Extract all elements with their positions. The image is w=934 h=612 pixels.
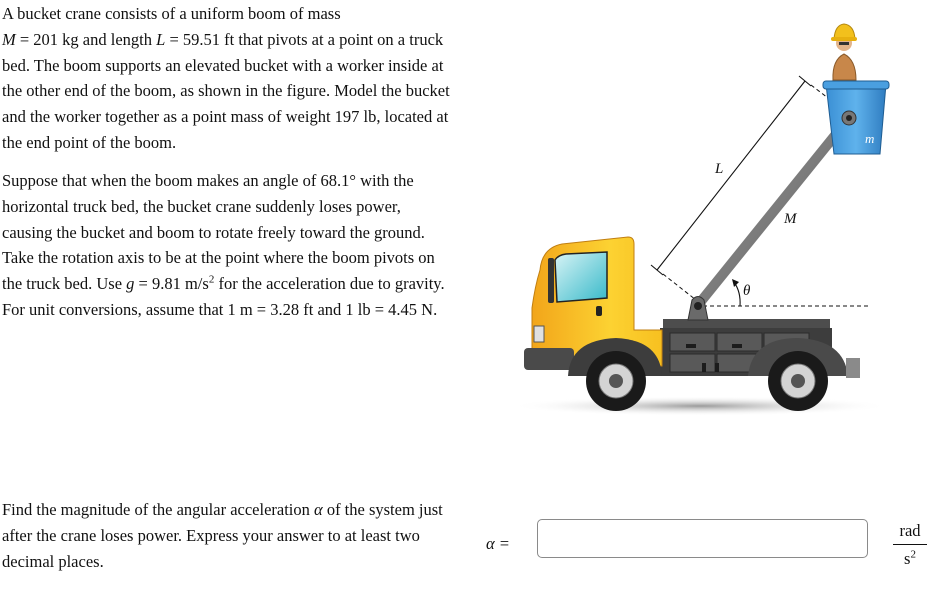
dimension-tick-bottom	[651, 265, 663, 275]
bucket-pivot-center	[846, 115, 852, 121]
dimension-extension-bottom	[663, 274, 696, 300]
var-M: M	[2, 29, 16, 49]
bed-compartment-1	[670, 333, 715, 351]
answer-label: α =	[486, 534, 510, 553]
angle-arrowhead	[732, 279, 739, 287]
problem-paragraph-1: A bucket crane consists of a uniform boom of mass M = 201 kg and length L = 59.51 ft that pivots at a point on a truck bed. The boom supports an elevated bucket with a worker inside at the other end of the boom, as shown in the figure. Model the bucket and the worker together as a point mass of weight 197 lb, located at the end point of the boom.	[2, 4, 450, 152]
problem-paragraph-2: Suppose that when the boom makes an angle of 68.1° with the horizontal truck bed, the bucket crane suddenly loses power, causing the bucket and boom to rotate freely toward the ground. Take the rotation axis to be at the point where the boom pivots on the truck bed. Use g = 9.81 $m/s^2$ for the acceleration due to gravity. For unit conversions, assume that 1 m = 3.28 ft and 1 lb = 4.45 N.	[2, 171, 445, 319]
label-m: m	[865, 131, 875, 146]
label-L: L	[715, 161, 724, 177]
bumper	[524, 348, 574, 370]
var-L: L	[156, 29, 166, 49]
ground-shadow	[510, 396, 890, 416]
side-mirror	[548, 258, 554, 303]
answer-input[interactable]	[537, 519, 868, 558]
question-prompt: Find the magnitude of the angular acceleration α of the system just after the crane loses power. Express your answer to at least two decimal places.	[2, 500, 443, 571]
label-theta: θ	[743, 283, 751, 299]
bed-handle-3	[702, 363, 706, 372]
var-alpha: α	[314, 500, 323, 519]
var-g: g	[126, 274, 135, 294]
rear-light	[846, 358, 860, 378]
front-wheel	[586, 351, 646, 411]
answer-units	[893, 521, 927, 569]
length-dimension-line	[657, 81, 805, 270]
units-denominator: $s^2$	[904, 548, 916, 568]
bed-handle-2	[732, 344, 742, 348]
headlight	[534, 326, 544, 342]
bed-compartment-2	[717, 333, 762, 351]
bucket-crane-figure	[510, 8, 910, 428]
rear-wheel	[768, 351, 828, 411]
bed-compartment-4	[670, 354, 715, 372]
door-handle	[596, 306, 602, 316]
cab-window	[555, 252, 607, 302]
boom-pivot	[694, 302, 702, 310]
bed-handle-1	[686, 344, 696, 348]
label-M: M	[784, 211, 797, 227]
bucket-rim	[823, 81, 889, 89]
units-numerator: rad	[893, 521, 927, 545]
boom	[698, 118, 849, 305]
bed-handle-4	[715, 363, 719, 372]
dimension-tick-top	[799, 76, 811, 86]
